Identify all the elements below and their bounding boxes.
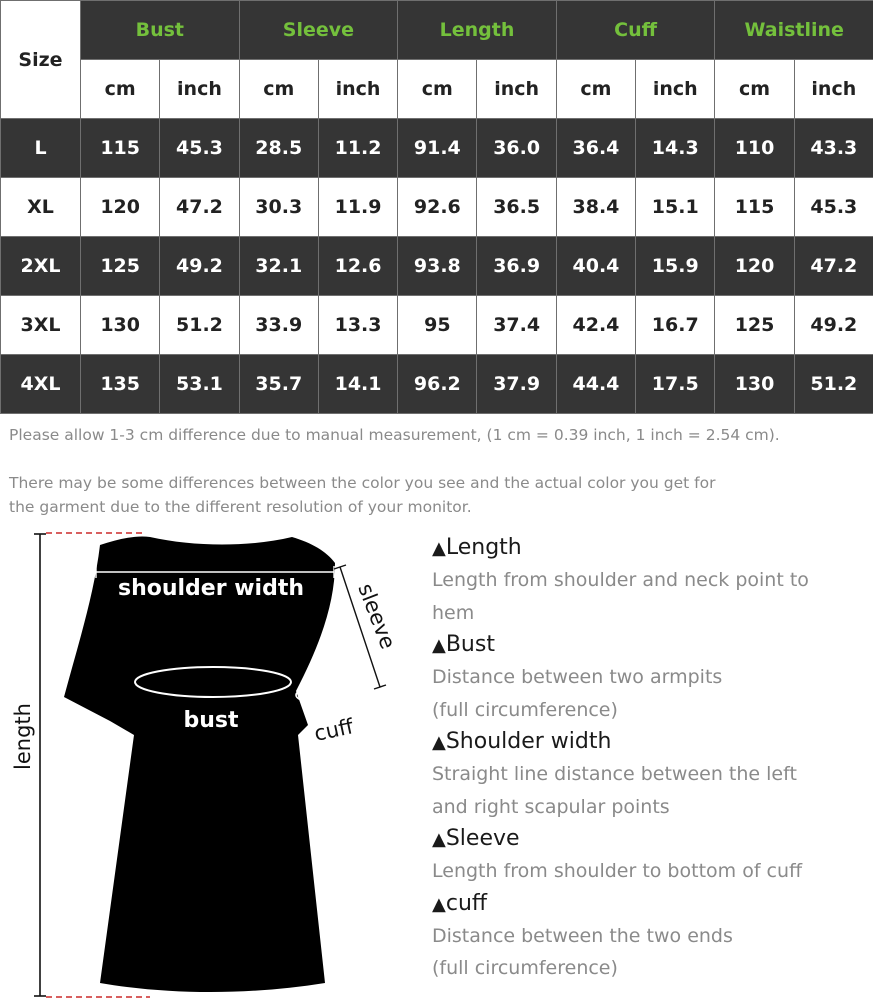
size-chart-table bbox=[0, 0, 873, 414]
size-header: Size bbox=[1, 1, 81, 119]
value-cell: 135 bbox=[81, 355, 160, 414]
value-cell: 32.1 bbox=[239, 237, 318, 296]
value-cell: 49.2 bbox=[160, 237, 239, 296]
def-shoulder-desc: Straight line distance between the left and right scapular points bbox=[432, 763, 797, 818]
value-cell: 15.9 bbox=[636, 237, 715, 296]
value-cell: 93.8 bbox=[398, 237, 477, 296]
length-header: Length bbox=[398, 1, 557, 60]
value-cell: 17.5 bbox=[636, 355, 715, 414]
triangle-bullet-icon: ▲ bbox=[432, 829, 446, 850]
unit-inch: inch bbox=[318, 60, 397, 119]
table-row bbox=[1, 296, 873, 355]
value-cell: 51.2 bbox=[794, 355, 873, 414]
value-cell: 37.4 bbox=[477, 296, 556, 355]
value-cell: 42.4 bbox=[556, 296, 635, 355]
value-cell: 96.2 bbox=[398, 355, 477, 414]
value-cell: 53.1 bbox=[160, 355, 239, 414]
waistline-header: Waistline bbox=[715, 1, 873, 60]
size-cell: L bbox=[1, 119, 81, 178]
unit-cm: cm bbox=[239, 60, 318, 119]
value-cell: 30.3 bbox=[239, 178, 318, 237]
value-cell: 33.9 bbox=[239, 296, 318, 355]
def-length-title: ▲Length bbox=[432, 535, 522, 560]
unit-cm: cm bbox=[715, 60, 794, 119]
table-row bbox=[1, 119, 873, 178]
table-row bbox=[1, 355, 873, 414]
value-cell: 49.2 bbox=[794, 296, 873, 355]
shoulder-width-label: shoulder width bbox=[117, 576, 305, 601]
value-cell: 36.5 bbox=[477, 178, 556, 237]
size-table-body bbox=[1, 119, 873, 414]
def-sleeve-desc: Length from shoulder to bottom of cuff bbox=[432, 860, 803, 882]
value-cell: 125 bbox=[715, 296, 794, 355]
value-cell: 120 bbox=[81, 178, 160, 237]
bust-header: Bust bbox=[81, 1, 240, 60]
unit-cm: cm bbox=[398, 60, 477, 119]
value-cell: 95 bbox=[398, 296, 477, 355]
value-cell: 130 bbox=[715, 355, 794, 414]
cuff-header: Cuff bbox=[556, 1, 715, 60]
color-note-line-2: the garment due to the different resolution of your monitor. bbox=[9, 498, 472, 516]
value-cell: 115 bbox=[715, 178, 794, 237]
def-cuff-title: ▲cuff bbox=[432, 890, 488, 916]
value-cell: 120 bbox=[715, 237, 794, 296]
triangle-bullet-icon: ▲ bbox=[432, 732, 446, 753]
value-cell: 44.4 bbox=[556, 355, 635, 414]
value-cell: 125 bbox=[81, 237, 160, 296]
def-length-desc: Length from shoulder and neck point to hem bbox=[432, 569, 809, 624]
value-cell: 37.9 bbox=[477, 355, 556, 414]
triangle-bullet-icon: ▲ bbox=[432, 538, 446, 559]
value-cell: 36.0 bbox=[477, 119, 556, 178]
unit-inch: inch bbox=[636, 60, 715, 119]
unit-header-row bbox=[1, 60, 873, 119]
measure-header-row bbox=[1, 1, 873, 60]
dress-measurement-diagram bbox=[0, 525, 430, 1000]
table-row bbox=[1, 237, 873, 296]
size-cell: 2XL bbox=[1, 237, 81, 296]
def-bust-title: ▲Bust bbox=[432, 632, 495, 657]
length-label: length bbox=[11, 703, 35, 770]
def-bust-desc: Distance between two armpits (full circumference) bbox=[432, 666, 723, 721]
value-cell: 36.9 bbox=[477, 237, 556, 296]
triangle-bullet-icon: ▲ bbox=[432, 635, 446, 656]
size-cell: 4XL bbox=[1, 355, 81, 414]
value-cell: 47.2 bbox=[794, 237, 873, 296]
measurement-definitions bbox=[432, 532, 872, 985]
triangle-bullet-icon: ▲ bbox=[432, 893, 446, 915]
value-cell: 13.3 bbox=[318, 296, 397, 355]
value-cell: 130 bbox=[81, 296, 160, 355]
value-cell: 12.6 bbox=[318, 237, 397, 296]
unit-inch: inch bbox=[477, 60, 556, 119]
value-cell: 16.7 bbox=[636, 296, 715, 355]
bust-label: bust bbox=[183, 708, 239, 733]
value-cell: 38.4 bbox=[556, 178, 635, 237]
value-cell: 11.2 bbox=[318, 119, 397, 178]
cuff-label: cuff bbox=[312, 714, 356, 746]
cuff-outline bbox=[296, 687, 344, 703]
value-cell: 15.1 bbox=[636, 178, 715, 237]
value-cell: 115 bbox=[81, 119, 160, 178]
measurement-note: Please allow 1-3 cm difference due to manual measurement, (1 cm = 0.39 inch, 1 inch = 2.54 cm). bbox=[9, 426, 780, 444]
value-cell: 51.2 bbox=[160, 296, 239, 355]
value-cell: 91.4 bbox=[398, 119, 477, 178]
unit-inch: inch bbox=[160, 60, 239, 119]
unit-inch: inch bbox=[794, 60, 873, 119]
value-cell: 35.7 bbox=[239, 355, 318, 414]
value-cell: 14.3 bbox=[636, 119, 715, 178]
size-cell: XL bbox=[1, 178, 81, 237]
table-row bbox=[1, 178, 873, 237]
value-cell: 43.3 bbox=[794, 119, 873, 178]
value-cell: 45.3 bbox=[160, 119, 239, 178]
value-cell: 11.9 bbox=[318, 178, 397, 237]
dress-silhouette bbox=[64, 536, 335, 992]
value-cell: 28.5 bbox=[239, 119, 318, 178]
value-cell: 47.2 bbox=[160, 178, 239, 237]
size-cell: 3XL bbox=[1, 296, 81, 355]
value-cell: 110 bbox=[715, 119, 794, 178]
unit-cm: cm bbox=[556, 60, 635, 119]
value-cell: 92.6 bbox=[398, 178, 477, 237]
sleeve-header: Sleeve bbox=[239, 1, 398, 60]
sleeve-label: sleeve bbox=[353, 580, 401, 653]
value-cell: 40.4 bbox=[556, 237, 635, 296]
unit-cm: cm bbox=[81, 60, 160, 119]
value-cell: 36.4 bbox=[556, 119, 635, 178]
def-shoulder-title: ▲Shoulder width bbox=[432, 729, 612, 754]
def-sleeve-title: ▲Sleeve bbox=[432, 826, 520, 851]
value-cell: 45.3 bbox=[794, 178, 873, 237]
value-cell: 14.1 bbox=[318, 355, 397, 414]
color-note-line-1: There may be some differences between the color you see and the actual color you get for bbox=[9, 474, 716, 492]
def-cuff-desc: Distance between the two ends (full circumference) bbox=[432, 924, 733, 979]
